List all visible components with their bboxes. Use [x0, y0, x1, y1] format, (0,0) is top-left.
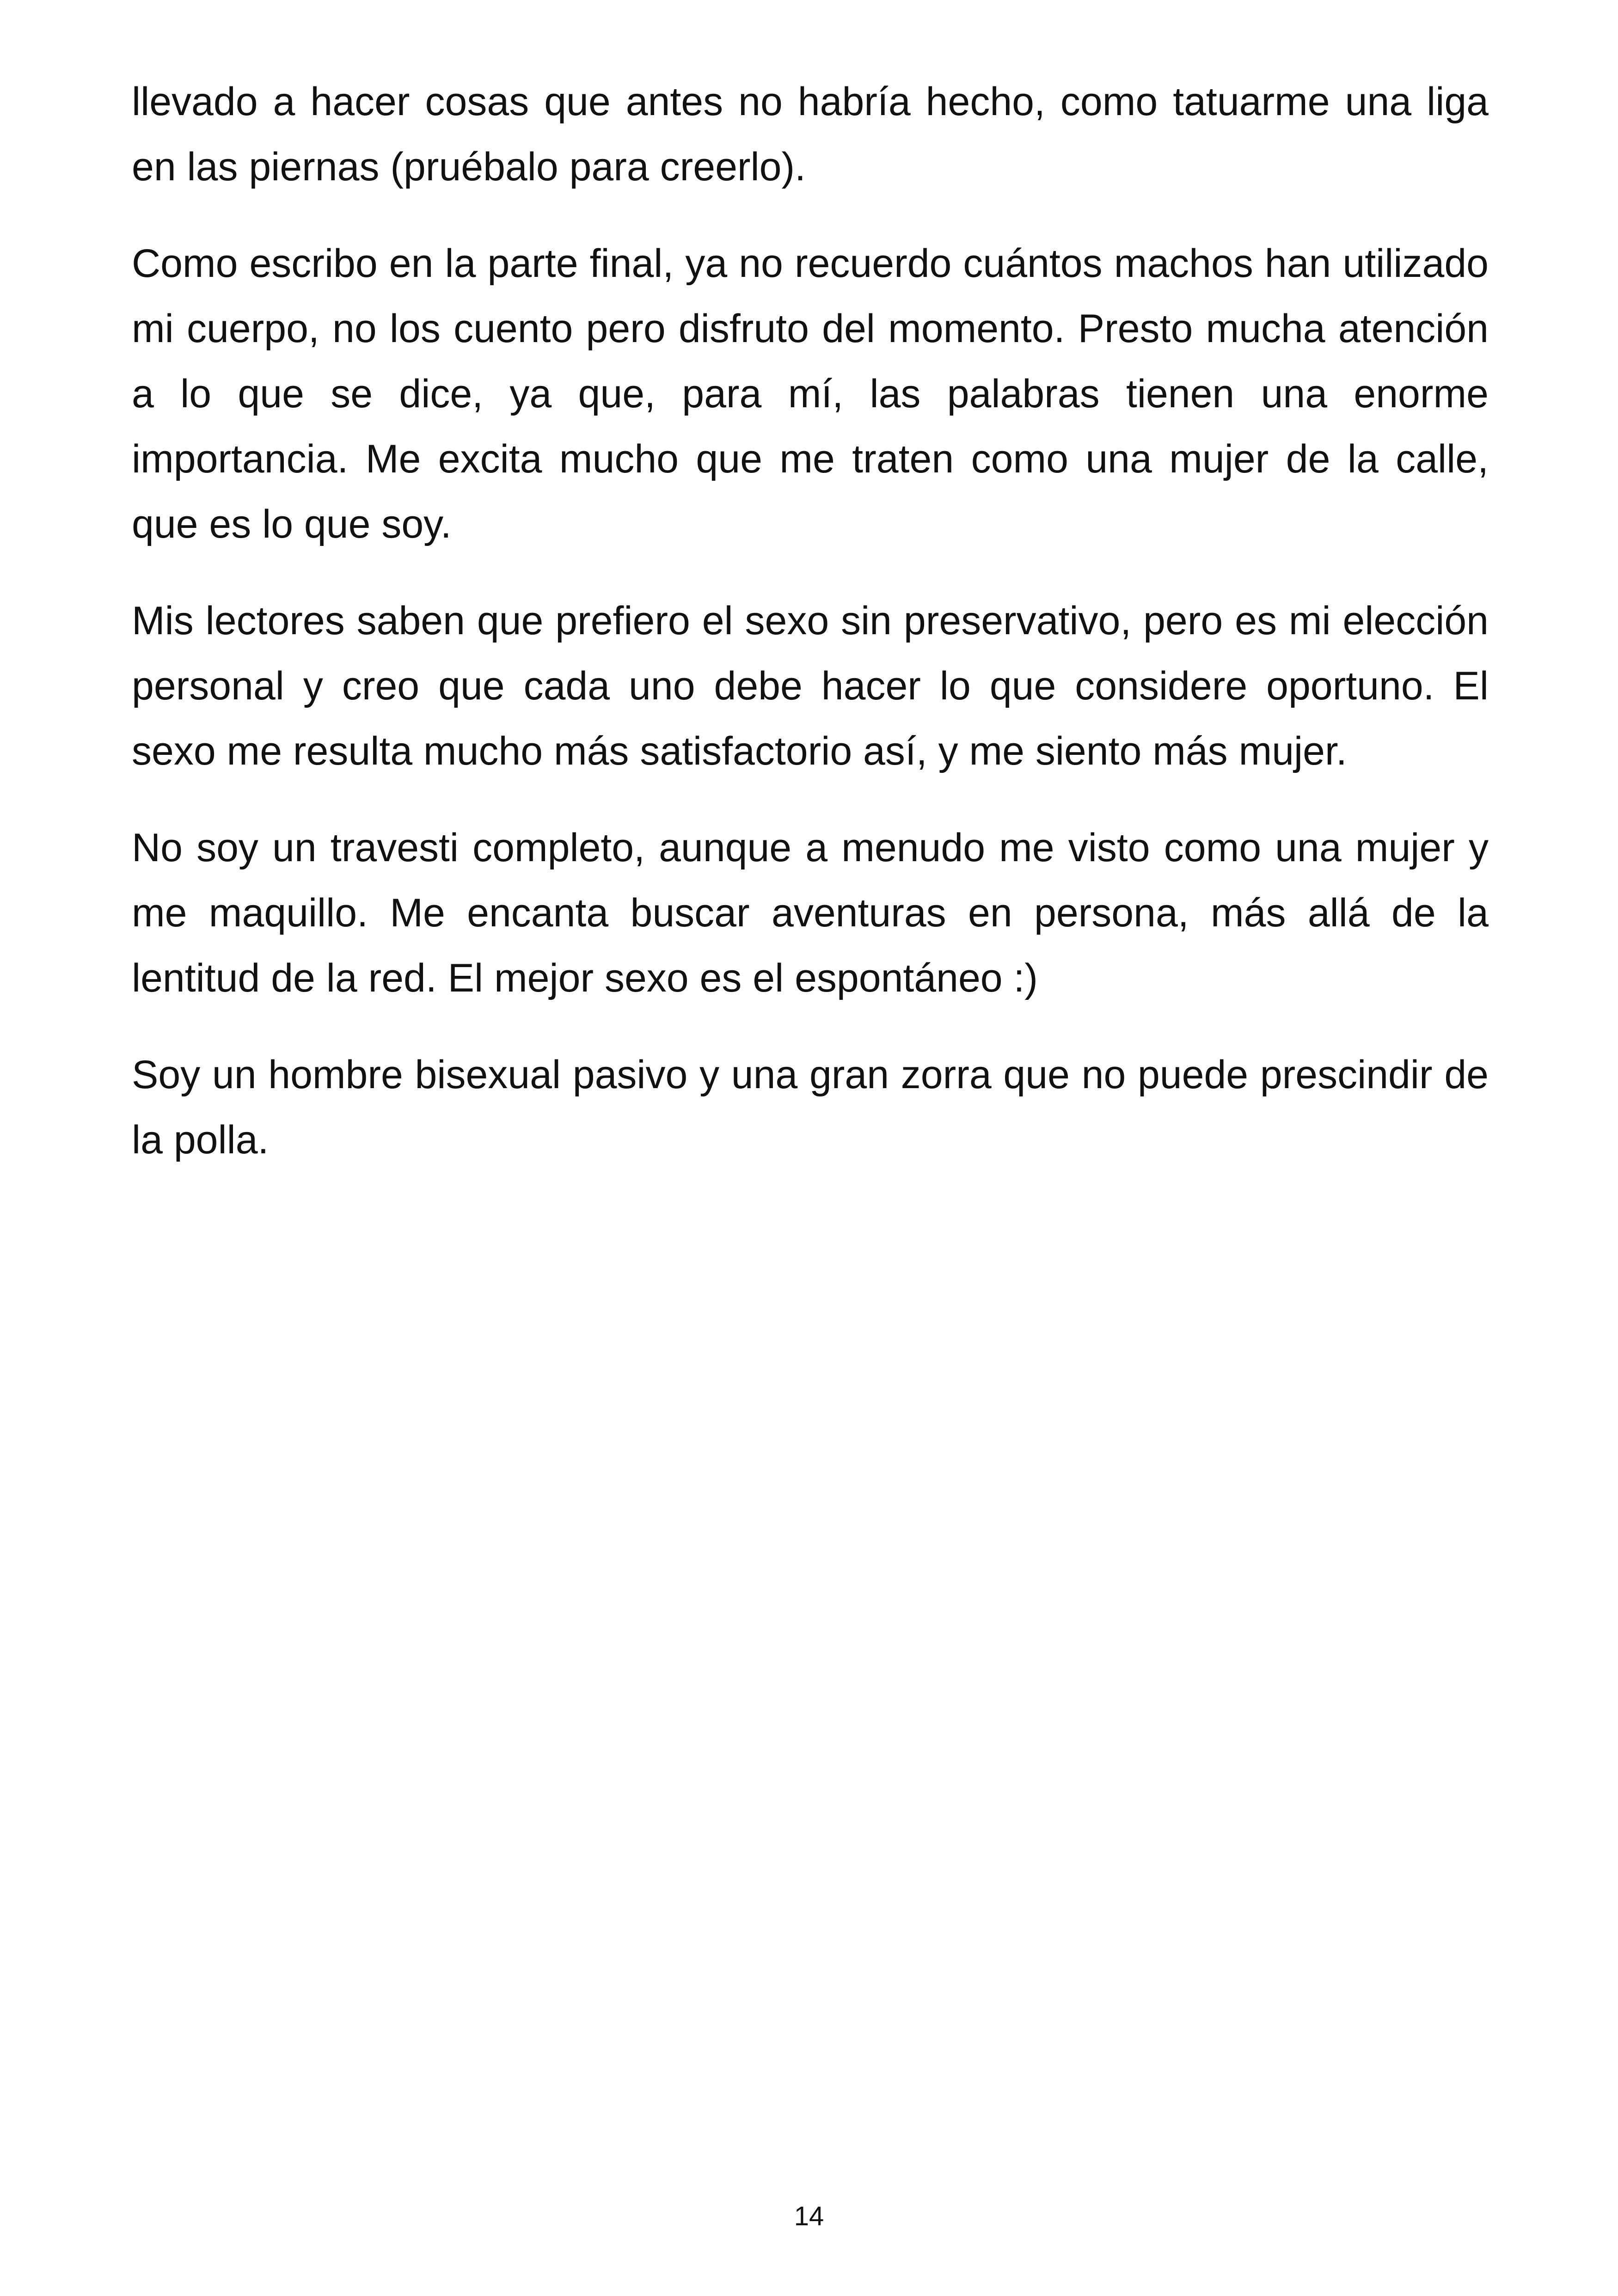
body-text [132, 69, 1489, 1204]
page-number: 14 [794, 2201, 824, 2231]
paragraph-4: No soy un travesti completo, aunque a menudo me visto como una mujer y me maquillo. Me encanta buscar aventuras en persona, más allá de la lentitud de la red. El mejor sexo es el espontáneo :) [132, 826, 1489, 1000]
paragraph-5: Soy un hombre bisexual pasivo y una gran zorra que no puede prescindir de la polla. [132, 1053, 1489, 1162]
paragraph-1: llevado a hacer cosas que antes no habría hecho, como tatuarme una liga en las piernas (pruébalo para creerlo). [132, 80, 1489, 189]
paragraph-3: Mis lectores saben que prefiero el sexo sin preservativo, pero es mi elección personal y creo que cada uno debe hacer lo que considere oportuno. El sexo me resulta mucho más satisfactorio así, y me siento más mujer. [132, 599, 1489, 773]
paragraph-2: Como escribo en la parte final, ya no recuerdo cuántos machos han utilizado mi cuerpo, no los cuento pero disfruto del momento. Presto mucha atención a lo que se dice, ya que, para mí, las palabras tienen una enorme importancia. Me excita mucho que me traten como una mujer de la calle, que es lo que soy. [132, 241, 1489, 546]
